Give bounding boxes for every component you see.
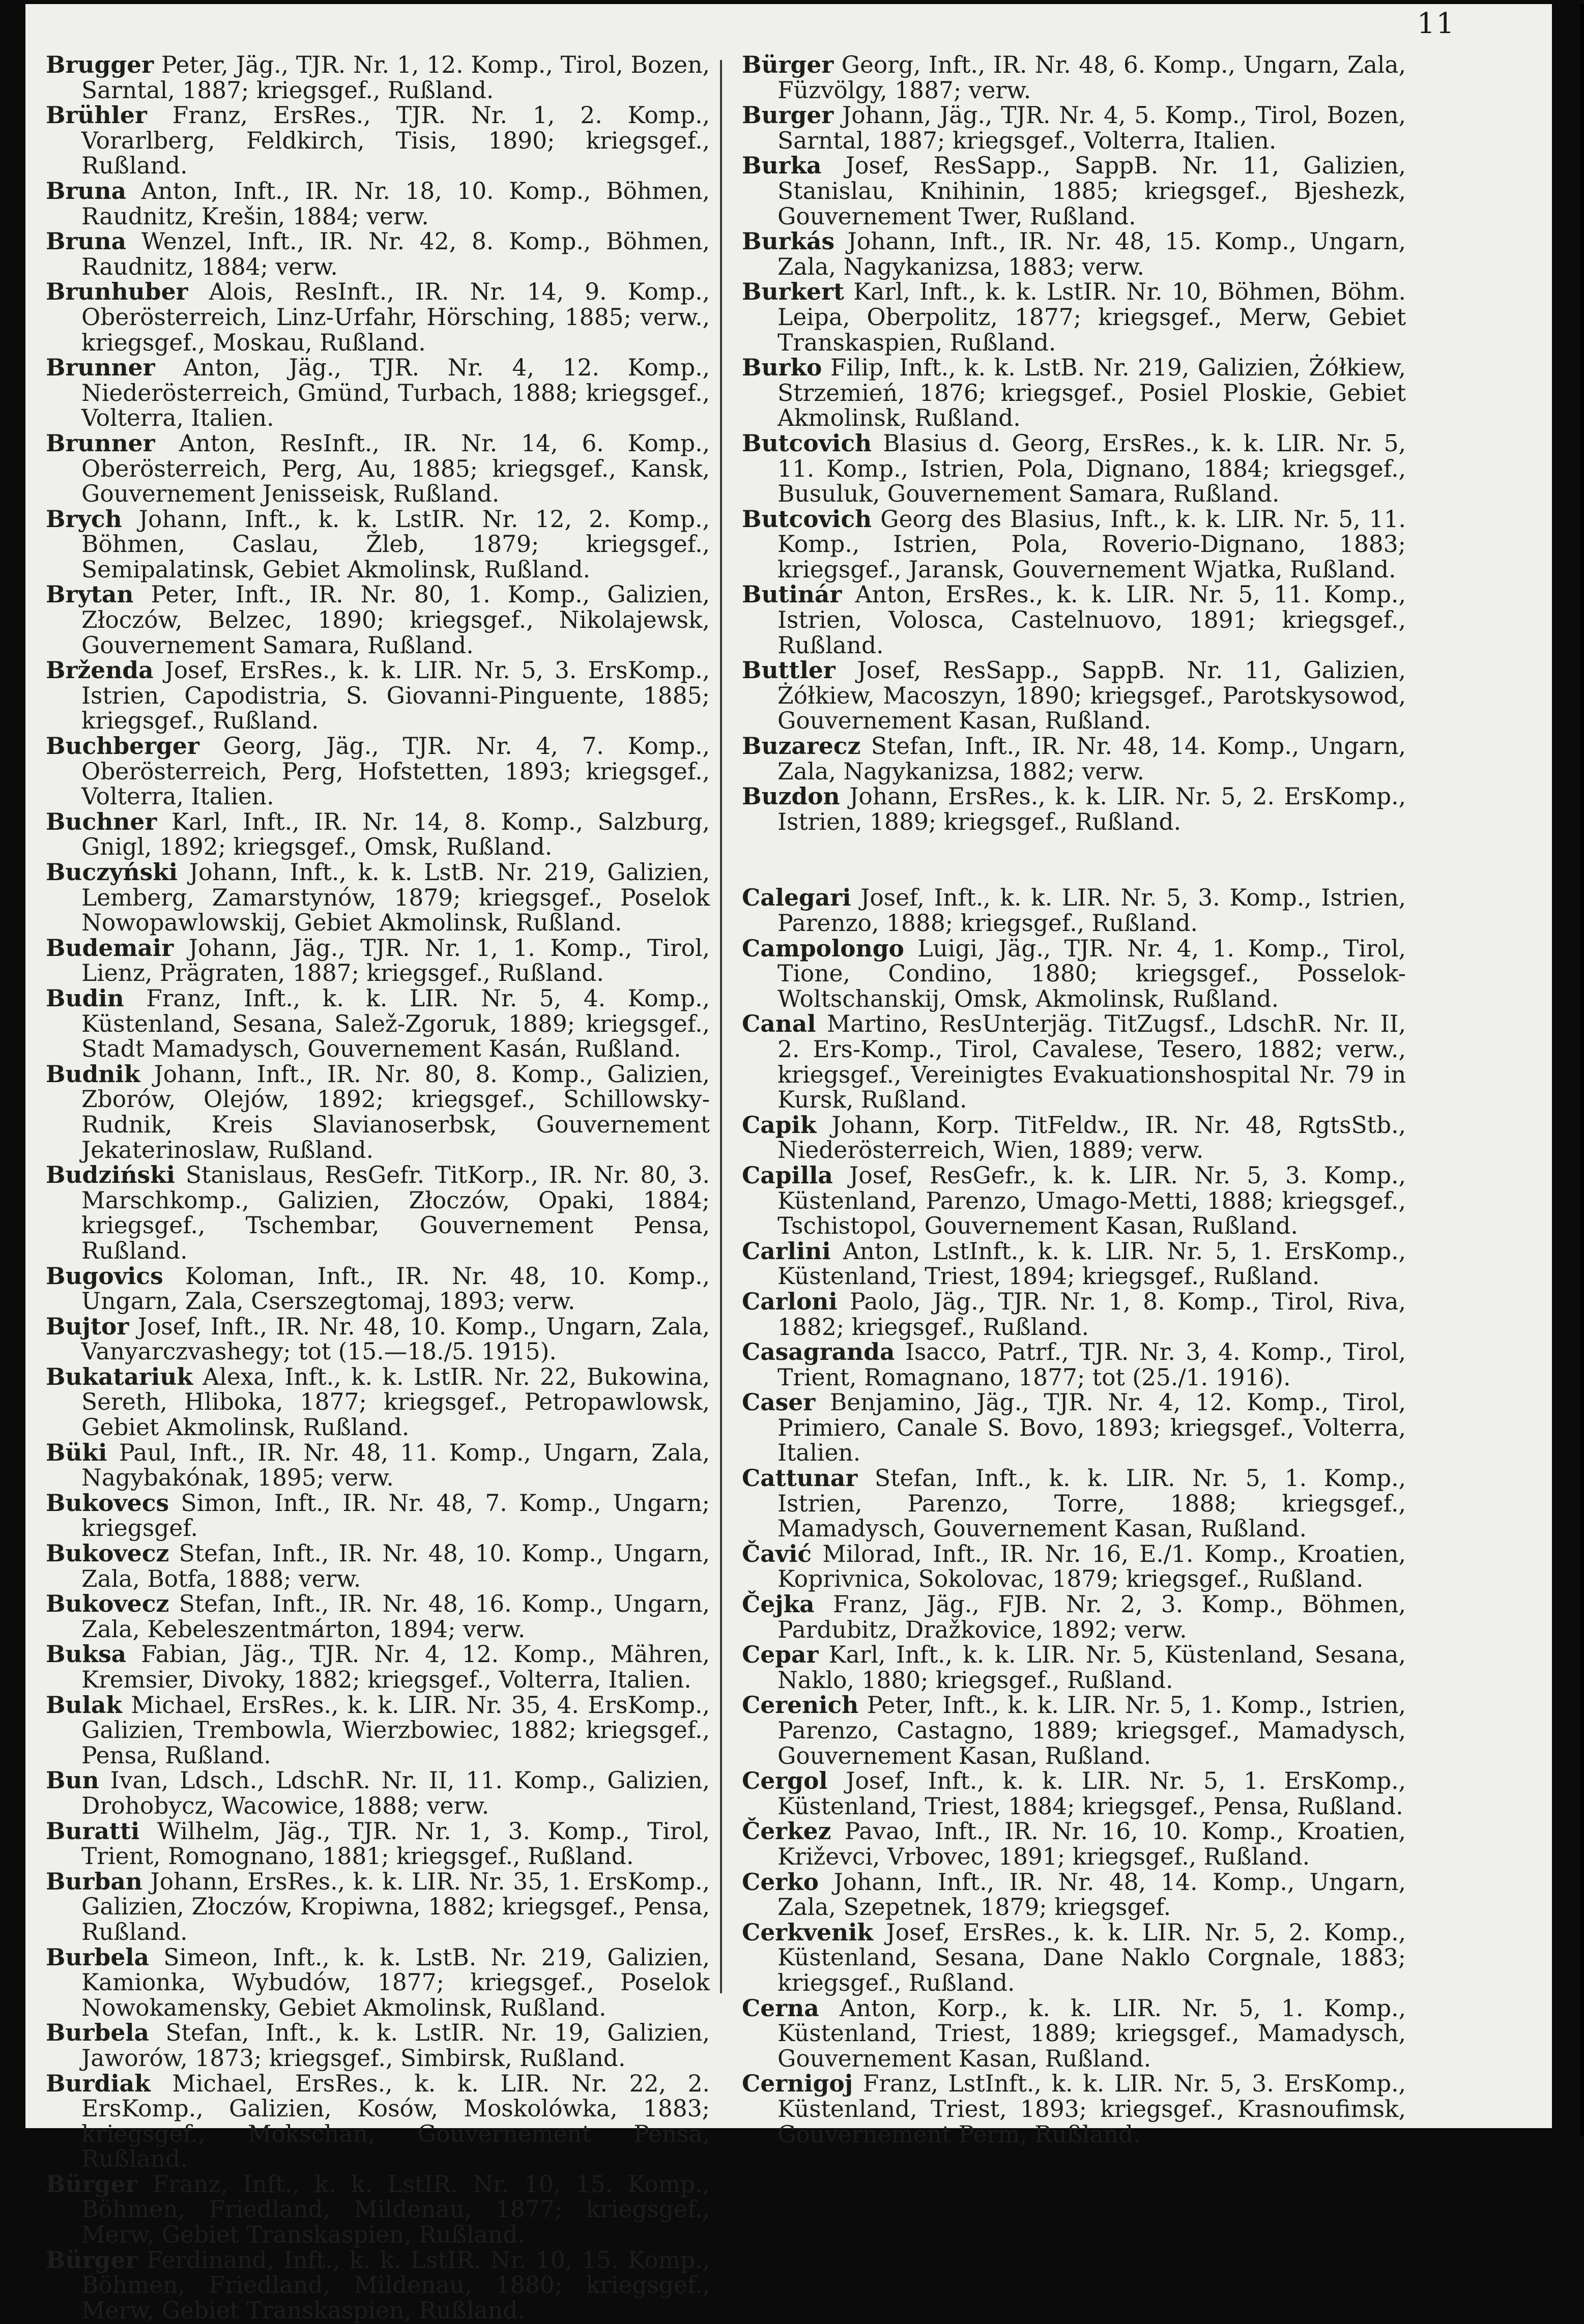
section-gap [742,834,1406,885]
entry-surname: Cerenich [742,1691,859,1719]
entry-details: Wenzel, Inft., IR. Nr. 42, 8. Komp., Böhmen, Raudnitz, 1884; verw. [81,228,710,280]
register-entry [46,2172,710,2248]
entry-surname: Bürger [46,2170,138,2198]
register-entry [742,1819,1406,1869]
entry-details: Peter, Inft., IR. Nr. 80, 1. Komp., Galizien, Złoczów, Belzec, 1890; kriegsgef., Nikolajewsk, Gouvernement Samara, Rußland. [81,581,710,659]
register-entry [742,229,1406,279]
entry-details: Stefan, Inft., k. k. LIR. Nr. 5, 1. Komp., Istrien, Parenzo, Torre, 1888; kriegsgef., Mamadysch, Gouvernement Kasan, Rußland. [777,1465,1406,1543]
entry-surname: Budemair [46,934,174,962]
register-entry [742,1539,1406,1593]
entry-details: Johann, Korp. TitFeldw., IR. Nr. 48, RgtsStb., Niederösterreich, Wien, 1889; verw. [777,1111,1406,1164]
register-entry [46,2071,710,2172]
entry-details: Georg, Jäg., TJR. Nr. 4, 7. Komp., Oberösterreich, Perg, Hofstetten, 1893; kriegsgef., Volterra, Italien. [81,733,710,810]
entry-details: Martino, ResUnterjäg. TitZugsf., LdschR. Nr. II, 2. Ers-Komp., Tirol, Cavalese, Tesero, 1882; verw., kriegsgef., Vereinigtes Evakuationshospital Nr. 79 in Kursk, Rußland. [777,1010,1406,1114]
entry-surname: Brunner [46,354,155,382]
entry-details: Anton, ErsRes., k. k. LIR. Nr. 5, 11. Komp., Istrien, Volosca, Castelnuovo, 1891; kriegsgef., Rußland. [777,581,1406,659]
entry-details: Luigi, Jäg., TJR. Nr. 4, 1. Komp., Tirol, Tione, Condino, 1880; kriegsgef., Posselok-Woltschanskij, Omsk, Akmolinsk, Rußland. [777,935,1406,1012]
entry-details: Johann, Jäg., TJR. Nr. 4, 5. Komp., Tirol, Bozen, Sarntal, 1887; kriegsgef., Volterra, Italien. [777,102,1406,154]
entry-surname: Cerko [742,1868,819,1896]
register-entry [742,1642,1406,1693]
register-entry [46,809,710,860]
register-entry [742,1239,1406,1289]
entry-details: Johann, Jäg., TJR. Nr. 1, 1. Komp., Tirol, Lienz, Prägraten, 1887; kriegsgef., Rußland. [81,934,710,987]
entry-details: Simon, Inft., IR. Nr. 48, 7. Komp., Ungarn; kriegsgef. [81,1489,710,1542]
entry-details: Josef, Inft., k. k. LIR. Nr. 5, 3. Komp., Istrien, Parenzo, 1888; kriegsgef., Rußland. [777,884,1406,937]
register-entry [46,1768,710,1818]
register-entry [742,1920,1406,1996]
column-divider [720,60,722,1993]
register-entry [46,355,710,431]
entry-details: Michael, ErsRes., k. k. LIR. Nr. 35, 4. ErsKomp., Galizien, Trembowla, Wierzbowiec, 1882; kriegsgef., Pensa, Rußland. [81,1691,710,1769]
entry-surname: Bukatariuk [46,1362,193,1390]
register-entry [742,1466,1406,1542]
entry-details: Franz, Inft., k. k. LIR. Nr. 5, 4. Komp., Küstenland, Sesana, Salež-Zgoruk, 1889; kriegsgef., Stadt Mamadysch, Gouvernement Kasán, Rußland. [81,984,710,1063]
register-entry [742,658,1406,734]
entry-details: Anton, Inft., IR. Nr. 18, 10. Komp., Böhmen, Raudnitz, Krešin, 1884; verw. [81,177,710,230]
register-entry [742,507,1406,583]
entry-surname: Brühler [46,101,147,129]
entry-details: Johann, ErsRes., k. k. LIR. Nr. 5, 2. ErsKomp., Istrien, 1889; kriegsgef., Rußland. [777,783,1406,835]
entry-surname: Budin [46,984,124,1012]
register-entry [742,1113,1406,1163]
right-column-top-section [742,52,1406,834]
register-entry [46,986,710,1062]
register-entry [742,784,1406,834]
entry-surname: Canal [742,1010,816,1038]
entry-surname: Bukovecz [46,1590,169,1618]
entry-surname: Buksa [46,1640,127,1668]
entry-surname: Capilla [742,1161,833,1189]
entry-surname: Cattunar [742,1464,858,1492]
register-entry [46,103,710,179]
entry-details: Paolo, Jäg., TJR. Nr. 1, 8. Komp., Tirol, Riva, 1882; kriegsgef., Rußland. [777,1288,1406,1341]
entry-surname: Buttler [742,656,836,684]
register-entry [46,860,710,936]
register-entry [46,1440,710,1491]
entry-surname: Bürger [46,2246,138,2274]
entry-surname: Burkert [742,278,844,306]
entry-details: Stefan, Inft., k. k. LstIR. Nr. 19, Galizien, Jaworów, 1873; kriegsgef., Simbirsk, Rußland. [81,2019,710,2072]
entry-surname: Brugger [46,51,154,78]
register-entry [46,52,710,103]
entry-details: Filip, Inft., k. k. LstB. Nr. 219, Galizien, Żółkiew, Strzemień, 1876; kriegsgef., Posiel Ploskie, Gebiet Akmolinsk, Rußland. [777,354,1406,432]
right-column [742,52,1406,2147]
entry-surname: Buchberger [46,732,199,760]
document-page [25,4,1552,2324]
entry-surname: Butinár [742,580,842,608]
entry-surname: Butcovich [742,429,872,457]
entry-surname: Cepar [742,1641,819,1669]
entry-surname: Bugovics [46,1262,163,1290]
register-entry [46,582,710,658]
entry-surname: Büki [46,1438,107,1466]
entry-surname: Čavić [742,1539,812,1567]
entry-details: Anton, ResInft., IR. Nr. 14, 6. Komp., Oberösterreich, Perg, Au, 1885; kriegsgef., Kansk, Gouvernement Jenisseisk, Rußland. [81,429,710,508]
entry-details: Alexa, Inft., k. k. LstIR. Nr. 22, Bukowina, Sereth, Hliboka, 1877; kriegsgef., Petropawlowsk, Gebiet Akmolinsk, Rußland. [81,1363,710,1441]
entry-surname: Budnik [46,1060,140,1088]
entry-details: Josef, ResSapp., SappB. Nr. 11, Galizien, Stanislau, Knihinin, 1885; kriegsgef., Bjeshezk, Gouvernement Twer, Rußland. [777,152,1406,230]
entry-details: Alois, ResInft., IR. Nr. 14, 9. Komp., Oberösterreich, Linz-Urfahr, Hörsching, 1885; verw., kriegsgef., Moskau, Rußland. [81,278,710,356]
register-entry [742,1870,1406,1920]
entry-details: Josef, ErsRes., k. k. LIR. Nr. 5, 3. ErsKomp., Istrien, Capodistria, S. Giovanni-Pinguente, 1885; kriegsgef., Rußland. [81,657,710,735]
entry-surname: Bruna [46,177,127,205]
register-entry [46,936,710,986]
register-entry [742,153,1406,229]
entry-details: Karl, Inft., IR. Nr. 14, 8. Komp., Salzburg, Gnigl, 1892; kriegsgef., Omsk, Rußland. [81,808,710,861]
entry-details: Stefan, Inft., IR. Nr. 48, 16. Komp., Ungarn, Zala, Kebeleszentmárton, 1894; verw. [81,1590,710,1643]
entry-details: Anton, Jäg., TJR. Nr. 4, 12. Komp., Niederösterreich, Gmünd, Turbach, 1888; kriegsgef., Volterra, Italien. [81,354,710,432]
register-entry [46,1693,710,1768]
entry-details: Blasius d. Georg, ErsRes., k. k. LIR. Nr. 5, 11. Komp., Istrien, Pola, Dignano, 1884; kriegsgef., Busuluk, Gouvernement Samara, Rußland. [777,429,1406,508]
register-entry [46,734,710,809]
register-entry [46,279,710,355]
entry-surname: Burkás [742,227,835,255]
frame-edge [1580,4,1584,2136]
entry-surname: Brunhuber [46,278,188,306]
entry-surname: Burbela [46,1943,150,1971]
right-column-bottom-section [742,885,1406,2147]
entry-details: Franz, ErsRes., TJR. Nr. 1, 2. Komp., Vorarlberg, Feldkirch, Tisis, 1890; kriegsgef., Rußland. [81,102,710,180]
register-entry [742,355,1406,431]
entry-surname: Buczyński [46,858,178,886]
register-entry [742,734,1406,784]
entry-details: Franz, Inft., k. k. LstIR. Nr. 10, 15. Komp., Böhmen, Friedland, Mildenau, 1877; kriegsgef., Merw, Gebiet Transkaspien, Rußland. [81,2170,710,2249]
entry-surname: Burko [742,354,822,382]
entry-surname: Bukovecs [46,1489,169,1517]
entry-surname: Čejka [742,1590,815,1618]
entry-details: Stefan, Inft., IR. Nr. 48, 10. Komp., Ungarn, Zala, Botfa, 1888; verw. [81,1540,710,1592]
entry-surname: Buzdon [742,782,840,810]
entry-details: Josef, Inft., IR. Nr. 48, 10. Komp., Ungarn, Zala, Vanyarczvashegy; tot (15.—18./5. 1915). [81,1313,710,1366]
entry-details: Wilhelm, Jäg., TJR. Nr. 1, 3. Komp., Tirol, Trient, Romognano, 1881; kriegsgef., Rußland. [81,1817,710,1870]
register-entry [742,1289,1406,1340]
entry-details: Franz, LstInft., k. k. LIR. Nr. 5, 3. ErsKomp., Küstenland, Triest, 1893; kriegsgef., Krasnoufimsk, Gouvernement Perm, Rußland. [777,2070,1406,2148]
entry-surname: Cerna [742,1994,819,2022]
register-entry [742,1996,1406,2072]
register-entry [46,2020,710,2071]
entry-details: Pavao, Inft., IR. Nr. 16, 10. Komp., Kroatien, Križevci, Vrbovec, 1891; kriegsgef., Rußland. [777,1818,1406,1870]
entry-details: Karl, Inft., k. k. LIR. Nr. 5, Küstenland, Sesana, Naklo, 1880; kriegsgef., Rußland. [777,1641,1406,1694]
entry-details: Johann, ErsRes., k. k. LIR. Nr. 35, 1. ErsKomp., Galizien, Złoczów, Kropiwna, 1882; kriegsgef., Pensa, Rußland. [81,1868,710,1945]
left-column [46,52,710,2323]
entry-details: Isacco, Patrf., TJR. Nr. 3, 4. Komp., Tirol, Trient, Romagnano, 1877; tot (25./1. 1916). [777,1339,1406,1391]
entry-details: Karl, Inft., k. k. LstIR. Nr. 10, Böhmen, Böhm. Leipa, Oberpolitz, 1877; kriegsgef., Merw, Gebiet Transkaspien, Rußland. [777,278,1406,356]
entry-details: Josef, ResSapp., SappB. Nr. 11, Galizien, Żółkiew, Macoszyn, 1890; kriegsgef., Parotskysowod, Gouvernement Kasan, Rußland. [777,657,1406,735]
register-entry [742,582,1406,658]
register-entry [46,1819,710,1869]
entry-surname: Carlini [742,1237,831,1265]
entry-details: Milorad, Inft., IR. Nr. 16, E./1. Komp., Kroatien, Koprivnica, Sokolovac, 1879; kriegsgef., Rußland. [777,1540,1406,1593]
entry-surname: Caser [742,1388,816,1416]
entry-details: Anton, LstInft., k. k. LIR. Nr. 5, 1. ErsKomp., Küstenland, Triest, 1894; kriegsgef., Rußland. [777,1237,1406,1290]
entry-surname: Cergol [742,1767,828,1795]
register-entry [46,1314,710,1364]
entry-details: Koloman, Inft., IR. Nr. 48, 10. Komp., Ungarn, Zala, Cserszegtomaj, 1893; verw. [81,1262,710,1315]
register-entry [46,1364,710,1440]
register-entry [46,229,710,279]
entry-surname: Burka [742,152,822,180]
register-entry [46,1591,710,1642]
register-entry [46,1642,710,1692]
register-entry [742,1592,1406,1642]
entry-surname: Brunner [46,429,155,457]
entry-surname: Cerkvenik [742,1918,873,1946]
register-entry [742,103,1406,153]
entry-details: Stanislaus, ResGefr. TitKorp., IR. Nr. 80, 3. Marschkomp., Galizien, Złoczów, Opaki, 1884; kriegsgef., Tschembar, Gouvernement Pensa, Rußland. [81,1161,710,1264]
entry-details: Josef, ResGefr., k. k. LIR. Nr. 5, 3. Komp., Küstenland, Parenzo, Umago-Metti, 1888; kriegsgef., Tschistopol, Gouvernement Kasan, Rußland. [777,1161,1406,1240]
entry-surname: Buratti [46,1817,140,1845]
register-entry [46,1491,710,1541]
entry-surname: Bürger [742,51,834,78]
register-entry [46,1541,710,1591]
register-entry [742,2071,1406,2147]
register-entry [742,1693,1406,1768]
entry-surname: Buchner [46,807,157,835]
entry-details: Peter, Jäg., TJR. Nr. 1, 12. Komp., Tirol, Bozen, Sarntal, 1887; kriegsgef., Rußland. [81,51,710,104]
page-number: 11 [1417,7,1455,40]
entry-details: Ferdinand, Inft., k. k. LstIR. Nr. 10, 15. Komp., Böhmen, Friedland, Mildenau, 1880; kriegsgef., Merw, Gebiet Transkaspien, Rußland. [81,2246,710,2324]
register-entry [46,2248,710,2323]
register-entry [46,1869,710,1945]
entry-details: Ivan, Ldsch., LdschR. Nr. II, 11. Komp., Galizien, Drohobycz, Wacowice, 1888; verw. [81,1767,710,1819]
entry-surname: Burban [46,1867,142,1895]
entry-surname: Bruna [46,227,127,255]
entry-details: Georg, Inft., IR. Nr. 48, 6. Komp., Ungarn, Zala, Füzvölgy, 1887; verw. [777,51,1406,104]
entry-details: Benjamino, Jäg., TJR. Nr. 4, 12. Komp., Tirol, Primiero, Canale S. Bovo, 1893; kriegsgef., Volterra, Italien. [777,1389,1406,1467]
entry-details: Johann, Inft., IR. Nr. 48, 14. Komp., Ungarn, Zala, Szepetnek, 1879; kriegsgef. [777,1868,1406,1921]
register-entry [742,431,1406,507]
entry-details: Fabian, Jäg., TJR. Nr. 4, 12. Komp., Mähren, Kremsier, Divoky, 1882; kriegsgef., Volterra, Italien. [81,1641,710,1693]
entry-surname: Brytan [46,580,134,608]
entry-details: Anton, Korp., k. k. LIR. Nr. 5, 1. Komp., Küstenland, Triest, 1889; kriegsgef., Mamadysch, Gouvernement Kasan, Rußland. [777,1994,1406,2072]
entry-surname: Carloni [742,1287,838,1315]
register-entry [742,1163,1406,1239]
register-entry [46,1264,710,1314]
register-entry [46,1163,710,1263]
register-entry [46,658,710,734]
register-entry [46,507,710,583]
register-entry [742,885,1406,936]
entry-details: Johann, Inft., IR. Nr. 80, 8. Komp., Galizien, Zborów, Olejów, 1892; kriegsgef., Schillowsky-Rudnik, Kreis Slavianoserbsk, Gouvernement Jekaterinoslaw, Rußland. [81,1060,710,1164]
entry-surname: Cernigoj [742,2070,853,2098]
entry-surname: Čerkez [742,1817,831,1845]
entry-surname: Bujtor [46,1312,129,1340]
entry-details: Johann, Inft., k. k. LstIR. Nr. 12, 2. Komp., Böhmen, Caslau, Žleb, 1879; kriegsgef., Semipalatinsk, Gebiet Akmolinsk, Rußland. [81,505,710,583]
register-entry [46,1945,710,2021]
register-entry [742,1768,1406,1819]
entry-surname: Buzarecz [742,732,861,760]
register-entry [46,179,710,229]
register-entry [742,1340,1406,1390]
entry-details: Josef, ErsRes., k. k. LIR. Nr. 5, 2. Komp., Küstenland, Sesana, Dane Naklo Corgnale, 1883; kriegsgef., Rußland. [777,1919,1406,1996]
entry-surname: Bukovecz [46,1539,169,1567]
entry-details: Paul, Inft., IR. Nr. 48, 11. Komp., Ungarn, Zala, Nagybakónak, 1895; verw. [81,1439,710,1492]
entry-surname: Burdiak [46,2069,151,2097]
entry-surname: Campolongo [742,934,904,962]
entry-surname: Capik [742,1111,817,1139]
entry-details: Peter, Inft., k. k. LIR. Nr. 5, 1. Komp., Istrien, Parenzo, Castagno, 1889; kriegsgef., Mamadysch, Gouvernement Kasan, Rußland. [777,1692,1406,1769]
entry-surname: Bulak [46,1691,122,1719]
entry-surname: Brych [46,505,122,533]
entry-surname: Casagranda [742,1338,895,1366]
entry-details: Michael, ErsRes., k. k. LIR. Nr. 22, 2. ErsKomp., Galizien, Kosów, Moskolówka, 1883; kriegsgef., Mokschan, Gouvernement Pensa, Rußland. [81,2070,710,2173]
register-entry [742,52,1406,103]
register-entry [46,1062,710,1163]
entry-details: Stefan, Inft., IR. Nr. 48, 14. Komp., Ungarn, Zala, Nagykanizsa, 1882; verw. [777,733,1406,785]
entry-details: Georg des Blasius, Inft., k. k. LIR. Nr. 5, 11. Komp., Istrien, Pola, Roverio-Dignano, 1883; kriegsgef., Jaransk, Gouvernement Wjatka, Rußland. [777,505,1406,583]
entry-details: Johann, Inft., IR. Nr. 48, 15. Komp., Ungarn, Zala, Nagykanizsa, 1883; verw. [777,228,1406,280]
entry-surname: Brženda [46,656,154,684]
register-entry [742,936,1406,1012]
register-entry [742,1390,1406,1466]
register-entry [742,1011,1406,1112]
register-entry [46,431,710,507]
register-entry [742,279,1406,355]
entry-surname: Budziński [46,1161,175,1189]
entry-details: Josef, Inft., k. k. LIR. Nr. 5, 1. ErsKomp., Küstenland, Triest, 1884; kriegsgef., Pensa, Rußland. [777,1767,1406,1820]
entry-surname: Burger [742,101,834,129]
entry-surname: Burbela [46,2019,150,2047]
entry-surname: Bun [46,1766,99,1794]
entry-details: Franz, Jäg., FJB. Nr. 2, 3. Komp., Böhmen, Pardubitz, Dražkovice, 1892; verw. [777,1591,1406,1643]
entry-details: Johann, Inft., k. k. LstB. Nr. 219, Galizien, Lemberg, Zamarstynów, 1879; kriegsgef., Poselok Nowopawlowskij, Gebiet Akmolinsk, Rußland. [81,859,710,937]
entry-details: Simeon, Inft., k. k. LstB. Nr. 219, Galizien, Kamionka, Wybudów, 1877; kriegsgef., Poselok Nowokamensky, Gebiet Akmolinsk, Rußland. [81,1943,710,2021]
entry-surname: Calegari [742,884,851,912]
entry-surname: Butcovich [742,505,872,533]
